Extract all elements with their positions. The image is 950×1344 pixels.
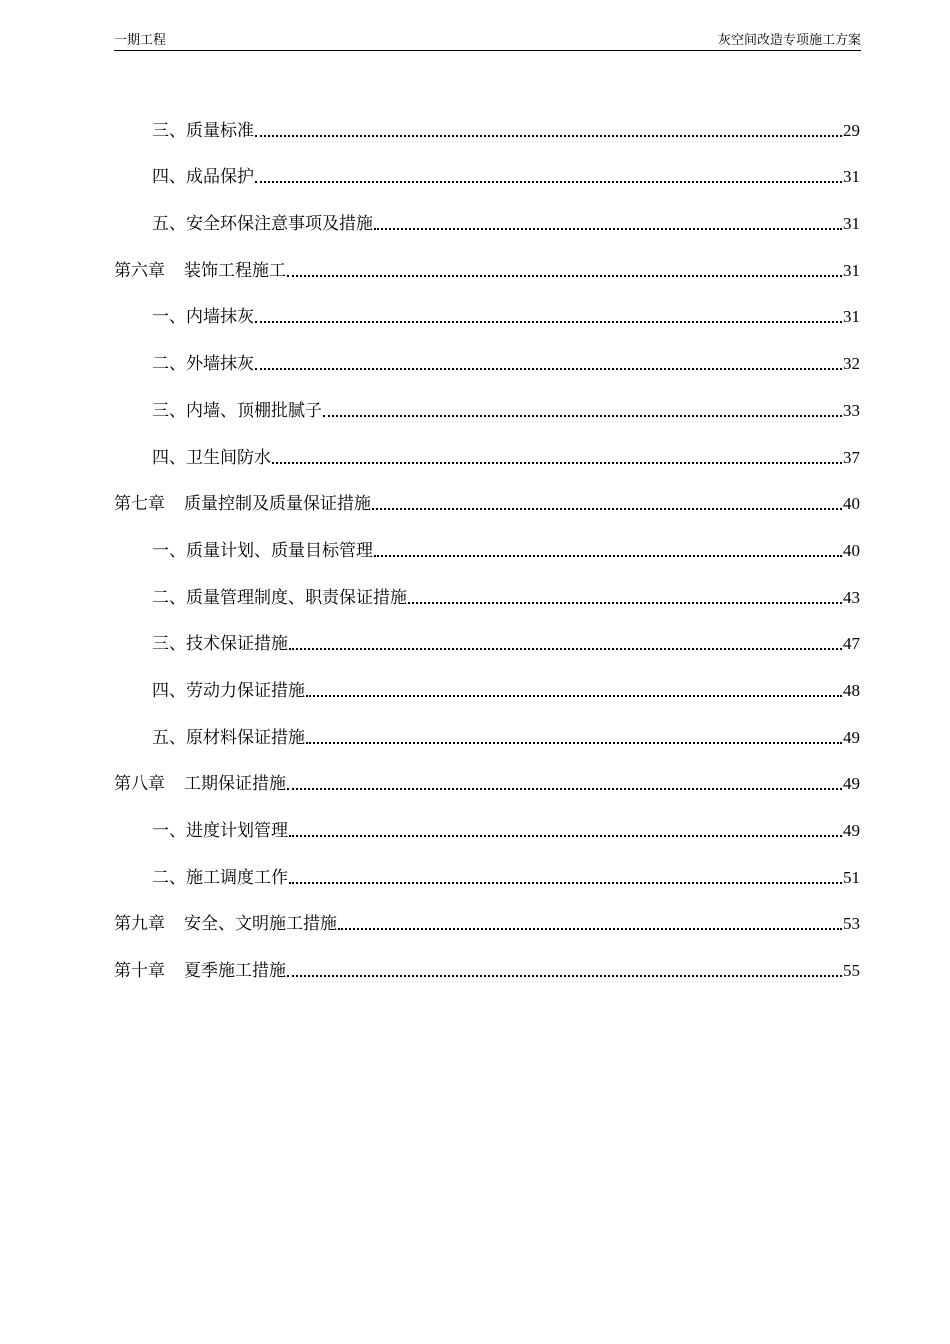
toc-entry-number: 一、 xyxy=(152,540,186,561)
toc-section-entry[interactable] xyxy=(114,563,860,610)
toc-entry-page-number: 47 xyxy=(843,634,860,654)
toc-entry-page-number: 49 xyxy=(843,821,860,840)
toc-entry-page-number: 31 xyxy=(843,307,860,327)
toc-entry-page-number: 53 xyxy=(843,914,860,934)
toc-entry-title: 内墙、顶棚批腻子 xyxy=(186,400,322,421)
header-document-title: 灰空间改造专项施工方案 xyxy=(717,33,861,48)
toc-entry-title: 装饰工程施工 xyxy=(184,260,286,281)
toc-entry-page-number: 40 xyxy=(843,494,860,514)
toc-dot-leader xyxy=(374,539,842,563)
toc-entry-title: 劳动力保证措施 xyxy=(186,680,305,701)
toc-entry-number: 第九章 xyxy=(114,914,165,935)
toc-section-entry[interactable] xyxy=(114,796,860,843)
toc-entry-page-number: 29 xyxy=(843,120,860,140)
toc-section-entry[interactable] xyxy=(114,96,860,143)
toc-dot-leader xyxy=(287,959,842,983)
toc-entry-title: 原材料保证措施 xyxy=(186,727,305,748)
toc-entry-title: 安全环保注意事项及措施 xyxy=(186,214,373,235)
toc-dot-leader xyxy=(255,352,842,376)
toc-entry-page-number: 32 xyxy=(843,354,860,374)
toc-entry-title: 卫生间防水 xyxy=(186,447,271,468)
toc-entry-page-number: 49 xyxy=(843,727,860,747)
toc-section-entry[interactable] xyxy=(114,423,860,470)
toc-section-entry[interactable] xyxy=(114,516,860,563)
toc-entry-title: 质量标准 xyxy=(186,120,254,141)
toc-section-entry[interactable] xyxy=(114,703,860,750)
toc-dot-leader xyxy=(374,212,842,236)
toc-entry-number: 五、 xyxy=(152,214,186,235)
toc-entry-number: 一、 xyxy=(152,821,186,841)
toc-dot-leader xyxy=(306,726,842,750)
toc-section-entry[interactable] xyxy=(114,376,860,423)
toc-entry-title: 工期保证措施 xyxy=(184,774,286,795)
toc-entry-page-number: 31 xyxy=(843,167,860,187)
toc-entry-page-number: 33 xyxy=(843,400,860,420)
toc-dot-leader xyxy=(289,866,842,890)
toc-entry-number: 二、 xyxy=(152,587,186,608)
toc-dot-leader xyxy=(338,912,842,936)
toc-section-entry[interactable] xyxy=(114,610,860,657)
toc-entry-title: 内墙抹灰 xyxy=(186,307,254,328)
toc-entry-page-number: 51 xyxy=(843,867,860,887)
toc-section-entry[interactable] xyxy=(114,189,860,236)
toc-entry-title: 质量管理制度、职责保证措施 xyxy=(186,587,407,608)
toc-dot-leader xyxy=(255,119,842,143)
toc-entry-page-number: 31 xyxy=(843,260,860,280)
toc-entry-page-number: 48 xyxy=(843,680,860,700)
toc-entry-number: 第八章 xyxy=(114,774,165,795)
toc-entry-title: 质量控制及质量保证措施 xyxy=(184,494,371,515)
toc-entry-number: 三、 xyxy=(152,634,186,655)
toc-dot-leader xyxy=(255,305,842,329)
toc-dot-leader xyxy=(289,632,842,656)
page-header xyxy=(114,32,861,51)
toc-entry-number: 三、 xyxy=(152,120,186,141)
toc-section-entry[interactable] xyxy=(114,143,860,190)
toc-chapter-entry[interactable] xyxy=(114,936,860,983)
toc-entry-number: 第七章 xyxy=(114,494,165,515)
toc-entry-title: 成品保护 xyxy=(186,167,254,188)
toc-entry-title: 进度计划管理 xyxy=(186,821,288,841)
toc-entry-title: 技术保证措施 xyxy=(186,634,288,655)
toc-dot-leader xyxy=(287,259,842,283)
toc-dot-leader xyxy=(408,586,842,610)
toc-entry-number: 二、 xyxy=(152,354,186,375)
toc-entry-number: 第六章 xyxy=(114,260,165,281)
toc-entry-page-number: 49 xyxy=(843,774,860,794)
toc-entry-number: 五、 xyxy=(152,727,186,748)
toc-dot-leader xyxy=(272,446,842,470)
toc-entry-number: 四、 xyxy=(152,167,186,188)
toc-entry-page-number: 43 xyxy=(843,587,860,607)
toc-entry-number: 二、 xyxy=(152,867,186,888)
toc-chapter-entry[interactable] xyxy=(114,470,860,517)
toc-entry-number: 第十章 xyxy=(114,961,165,982)
toc-section-entry[interactable] xyxy=(114,283,860,330)
toc-entry-page-number: 40 xyxy=(843,540,860,560)
toc-entry-page-number: 31 xyxy=(843,214,860,234)
toc-entry-title: 质量计划、质量目标管理 xyxy=(186,540,373,561)
toc-entry-number: 一、 xyxy=(152,307,186,328)
toc-entry-page-number: 37 xyxy=(843,447,860,467)
toc-entry-page-number: 55 xyxy=(843,961,860,981)
toc-entry-number: 三、 xyxy=(152,400,186,421)
toc-entry-title: 夏季施工措施 xyxy=(184,961,286,982)
toc-entry-title: 安全、文明施工措施 xyxy=(184,914,337,935)
toc-chapter-entry[interactable] xyxy=(114,236,860,283)
toc-section-entry[interactable] xyxy=(114,843,860,890)
toc-entry-number: 四、 xyxy=(152,447,186,468)
toc-chapter-entry[interactable] xyxy=(114,750,860,797)
toc-dot-leader xyxy=(255,165,842,189)
toc-entry-title: 施工调度工作 xyxy=(186,867,288,888)
toc-dot-leader xyxy=(323,399,842,423)
toc-dot-leader xyxy=(289,819,842,843)
toc-dot-leader xyxy=(372,492,842,516)
toc-dot-leader xyxy=(306,679,842,703)
toc-section-entry[interactable] xyxy=(114,329,860,376)
toc-chapter-entry[interactable] xyxy=(114,890,860,937)
table-of-contents xyxy=(114,96,860,983)
header-project-name: 一期工程 xyxy=(114,33,167,48)
toc-entry-title: 外墙抹灰 xyxy=(186,354,254,375)
toc-section-entry[interactable] xyxy=(114,656,860,703)
toc-dot-leader xyxy=(287,772,842,796)
toc-entry-number: 四、 xyxy=(152,680,186,701)
